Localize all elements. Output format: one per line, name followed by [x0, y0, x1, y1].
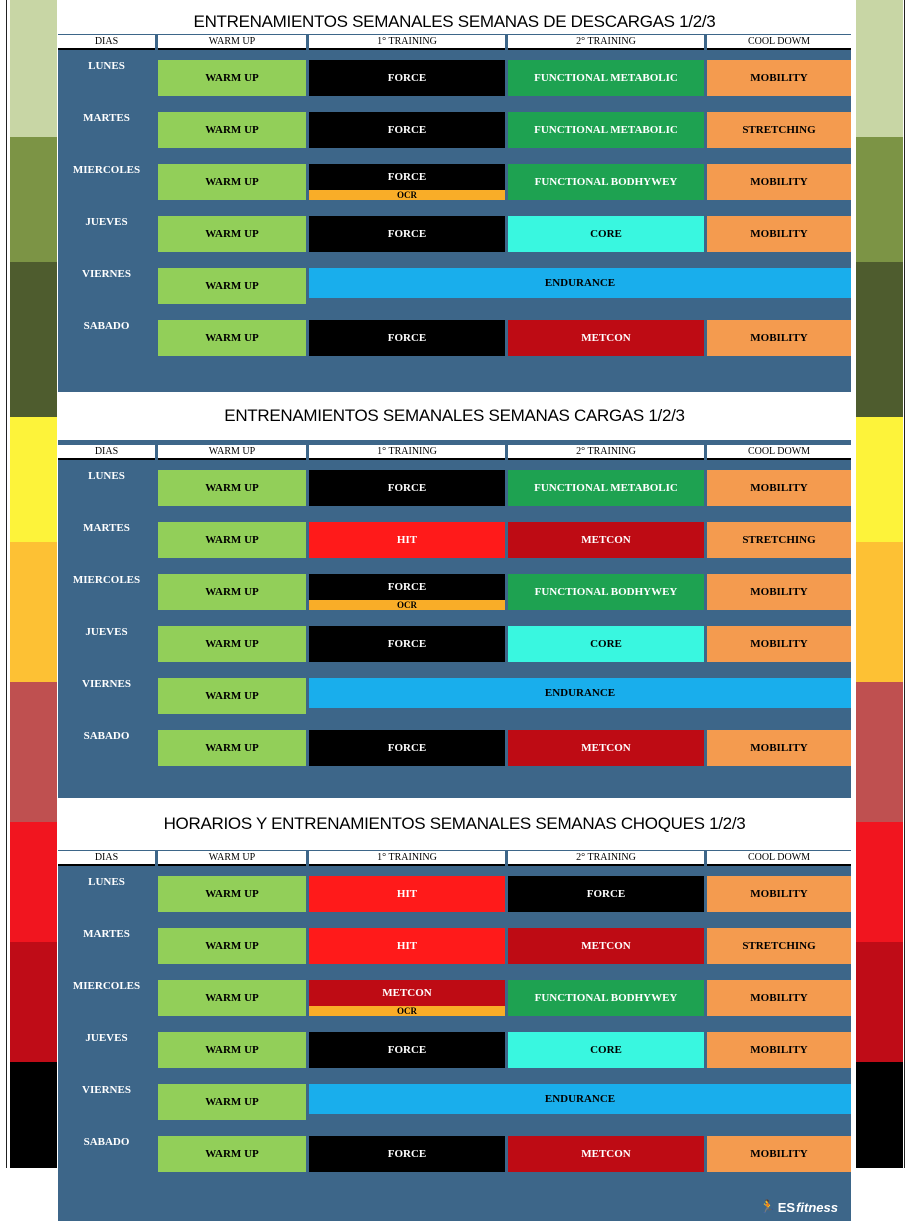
training-cell-t1: FORCE: [309, 112, 505, 148]
column-header-t1: 1° TRAINING: [309, 851, 505, 866]
sidebar-band: [856, 682, 903, 822]
sidebar-band: [10, 822, 57, 942]
training-cell-cool: MOBILITY: [707, 164, 851, 200]
day-label: VIERNES: [82, 1084, 131, 1096]
sidebar-band: [10, 1062, 57, 1168]
frame-line-left: [6, 0, 7, 1168]
runner-icon: 🏃: [759, 1199, 776, 1214]
training-cell-warm: WARM UP: [158, 1032, 306, 1068]
sidebar-band: [10, 682, 57, 822]
training-cell-cool: MOBILITY: [707, 216, 851, 252]
column-header-cool: COOL DOWM: [707, 851, 851, 866]
training-cell-t2: FUNCTIONAL METABOLIC: [508, 470, 704, 506]
training-cell-t1: [309, 164, 505, 200]
training-cell-t2: CORE: [508, 216, 704, 252]
sidebar-band: [856, 137, 903, 262]
training-cell-warm: WARM UP: [158, 164, 306, 200]
column-header-t1: 1° TRAINING: [309, 445, 505, 460]
training-cell-t1: FORCE: [309, 320, 505, 356]
training-cell-cool: MOBILITY: [707, 876, 851, 912]
day-label: MIERCOLES: [72, 164, 141, 176]
training-cell-warm: WARM UP: [158, 1084, 306, 1120]
day-label: SABADO: [83, 730, 130, 742]
day-label: SABADO: [83, 320, 130, 332]
column-header-dias: DIAS: [58, 445, 155, 460]
training-cell-t1: FORCE: [309, 470, 505, 506]
day-label: JUEVES: [85, 1032, 128, 1044]
training-cell-span: ENDURANCE: [309, 678, 851, 708]
column-header-t2: 2° TRAINING: [508, 35, 704, 50]
ocr-sub-label: OCR: [309, 600, 505, 610]
day-label: MARTES: [83, 928, 130, 940]
section-title: ENTRENAMIENTOS SEMANALES SEMANAS CARGAS 1/2/3: [58, 392, 851, 440]
frame-line-right: [904, 0, 905, 1168]
day-label: SABADO: [83, 1136, 130, 1148]
column-header-t2: 2° TRAINING: [508, 445, 704, 460]
training-label: METCON: [382, 987, 432, 999]
day-label: LUNES: [88, 60, 125, 72]
training-cell-warm: WARM UP: [158, 112, 306, 148]
day-label: MARTES: [83, 112, 130, 124]
sidebar-band: [10, 542, 57, 682]
right-color-bar: [856, 0, 903, 1168]
day-label: JUEVES: [85, 216, 128, 228]
training-cell-warm: WARM UP: [158, 470, 306, 506]
brand-logo: [728, 1196, 838, 1218]
training-cell-cool: MOBILITY: [707, 1032, 851, 1068]
section-title: ENTRENAMIENTOS SEMANALES SEMANAS DE DESCARGAS 1/2/3: [58, 10, 851, 34]
ocr-sub-label: OCR: [309, 190, 505, 200]
training-cell-span: ENDURANCE: [309, 268, 851, 298]
column-header-t1: 1° TRAINING: [309, 35, 505, 50]
training-cell-t2: METCON: [508, 320, 704, 356]
column-header-cool: COOL DOWM: [707, 445, 851, 460]
training-cell-warm: WARM UP: [158, 522, 306, 558]
sidebar-band: [856, 542, 903, 682]
training-label: FORCE: [387, 171, 427, 183]
training-cell-warm: WARM UP: [158, 678, 306, 714]
training-cell-cool: STRETCHING: [707, 112, 851, 148]
sidebar-band: [10, 262, 57, 417]
day-label: VIERNES: [82, 678, 131, 690]
training-cell-warm: WARM UP: [158, 626, 306, 662]
training-cell-warm: WARM UP: [158, 216, 306, 252]
training-label: FORCE: [387, 581, 427, 593]
training-cell-span: ENDURANCE: [309, 1084, 851, 1114]
brand-name: ES: [777, 1199, 796, 1215]
column-header-warm: WARM UP: [158, 445, 306, 460]
column-header-warm: WARM UP: [158, 35, 306, 50]
schedule-panel: [58, 392, 851, 834]
training-cell-t1: HIT: [309, 928, 505, 964]
training-cell-t2: FUNCTIONAL METABOLIC: [508, 112, 704, 148]
training-cell-t1: FORCE: [309, 60, 505, 96]
training-cell-t2: METCON: [508, 1136, 704, 1172]
training-cell-t2: METCON: [508, 730, 704, 766]
day-label: LUNES: [88, 876, 125, 888]
training-cell-warm: WARM UP: [158, 574, 306, 610]
training-cell-t1: FORCE: [309, 730, 505, 766]
training-cell-warm: WARM UP: [158, 928, 306, 964]
schedule-panel: [58, 10, 851, 392]
training-cell-t1: FORCE: [309, 1032, 505, 1068]
sidebar-band: [856, 262, 903, 417]
training-cell-t2: METCON: [508, 522, 704, 558]
ocr-sub-label: OCR: [309, 1006, 505, 1016]
training-cell-cool: MOBILITY: [707, 320, 851, 356]
training-cell-warm: WARM UP: [158, 268, 306, 304]
sidebar-band: [856, 1062, 903, 1168]
sidebar-band: [10, 0, 57, 137]
training-cell-t1: FORCE: [309, 216, 505, 252]
sidebar-band: [10, 417, 57, 542]
sidebar-band: [856, 942, 903, 1062]
left-color-bar: [10, 0, 57, 1168]
training-cell-t2: FUNCTIONAL BODHYWEY: [508, 980, 704, 1016]
training-cell-warm: WARM UP: [158, 730, 306, 766]
column-header-t2: 2° TRAINING: [508, 851, 704, 866]
brand-suffix: fitness: [796, 1199, 838, 1215]
training-cell-warm: WARM UP: [158, 320, 306, 356]
training-cell-cool: STRETCHING: [707, 522, 851, 558]
training-cell-cool: MOBILITY: [707, 980, 851, 1016]
sidebar-band: [10, 942, 57, 1062]
training-cell-t1: [309, 574, 505, 610]
section-title: HORARIOS Y ENTRENAMIENTOS SEMANALES SEMANAS CHOQUES 1/2/3: [58, 798, 851, 850]
training-cell-t1: HIT: [309, 876, 505, 912]
day-label: LUNES: [88, 470, 125, 482]
day-label: JUEVES: [85, 626, 128, 638]
sidebar-band: [856, 0, 903, 137]
training-cell-cool: MOBILITY: [707, 730, 851, 766]
training-cell-t2: FUNCTIONAL METABOLIC: [508, 60, 704, 96]
training-cell-t2: CORE: [508, 626, 704, 662]
training-cell-t1: [309, 980, 505, 1016]
training-cell-cool: MOBILITY: [707, 60, 851, 96]
column-header-warm: WARM UP: [158, 851, 306, 866]
training-cell-t2: FUNCTIONAL BODHYWEY: [508, 164, 704, 200]
day-label: MARTES: [83, 522, 130, 534]
training-cell-cool: MOBILITY: [707, 626, 851, 662]
training-cell-t2: CORE: [508, 1032, 704, 1068]
sidebar-band: [856, 822, 903, 942]
training-cell-cool: STRETCHING: [707, 928, 851, 964]
day-label: VIERNES: [82, 268, 131, 280]
column-header-dias: DIAS: [58, 35, 155, 50]
training-cell-cool: MOBILITY: [707, 1136, 851, 1172]
sidebar-band: [10, 137, 57, 262]
column-header-dias: DIAS: [58, 851, 155, 866]
training-cell-warm: WARM UP: [158, 1136, 306, 1172]
sidebar-band: [856, 417, 903, 542]
training-cell-cool: MOBILITY: [707, 574, 851, 610]
schedule-panel: [58, 798, 851, 1221]
training-cell-t2: METCON: [508, 928, 704, 964]
training-cell-warm: WARM UP: [158, 876, 306, 912]
training-cell-warm: WARM UP: [158, 980, 306, 1016]
day-label: MIERCOLES: [72, 980, 141, 992]
training-cell-t2: FORCE: [508, 876, 704, 912]
training-cell-t2: FUNCTIONAL BODHYWEY: [508, 574, 704, 610]
training-cell-warm: WARM UP: [158, 60, 306, 96]
day-label: MIERCOLES: [72, 574, 141, 586]
training-cell-t1: HIT: [309, 522, 505, 558]
training-cell-t1: FORCE: [309, 626, 505, 662]
column-header-cool: COOL DOWM: [707, 35, 851, 50]
training-cell-cool: MOBILITY: [707, 470, 851, 506]
training-cell-t1: FORCE: [309, 1136, 505, 1172]
